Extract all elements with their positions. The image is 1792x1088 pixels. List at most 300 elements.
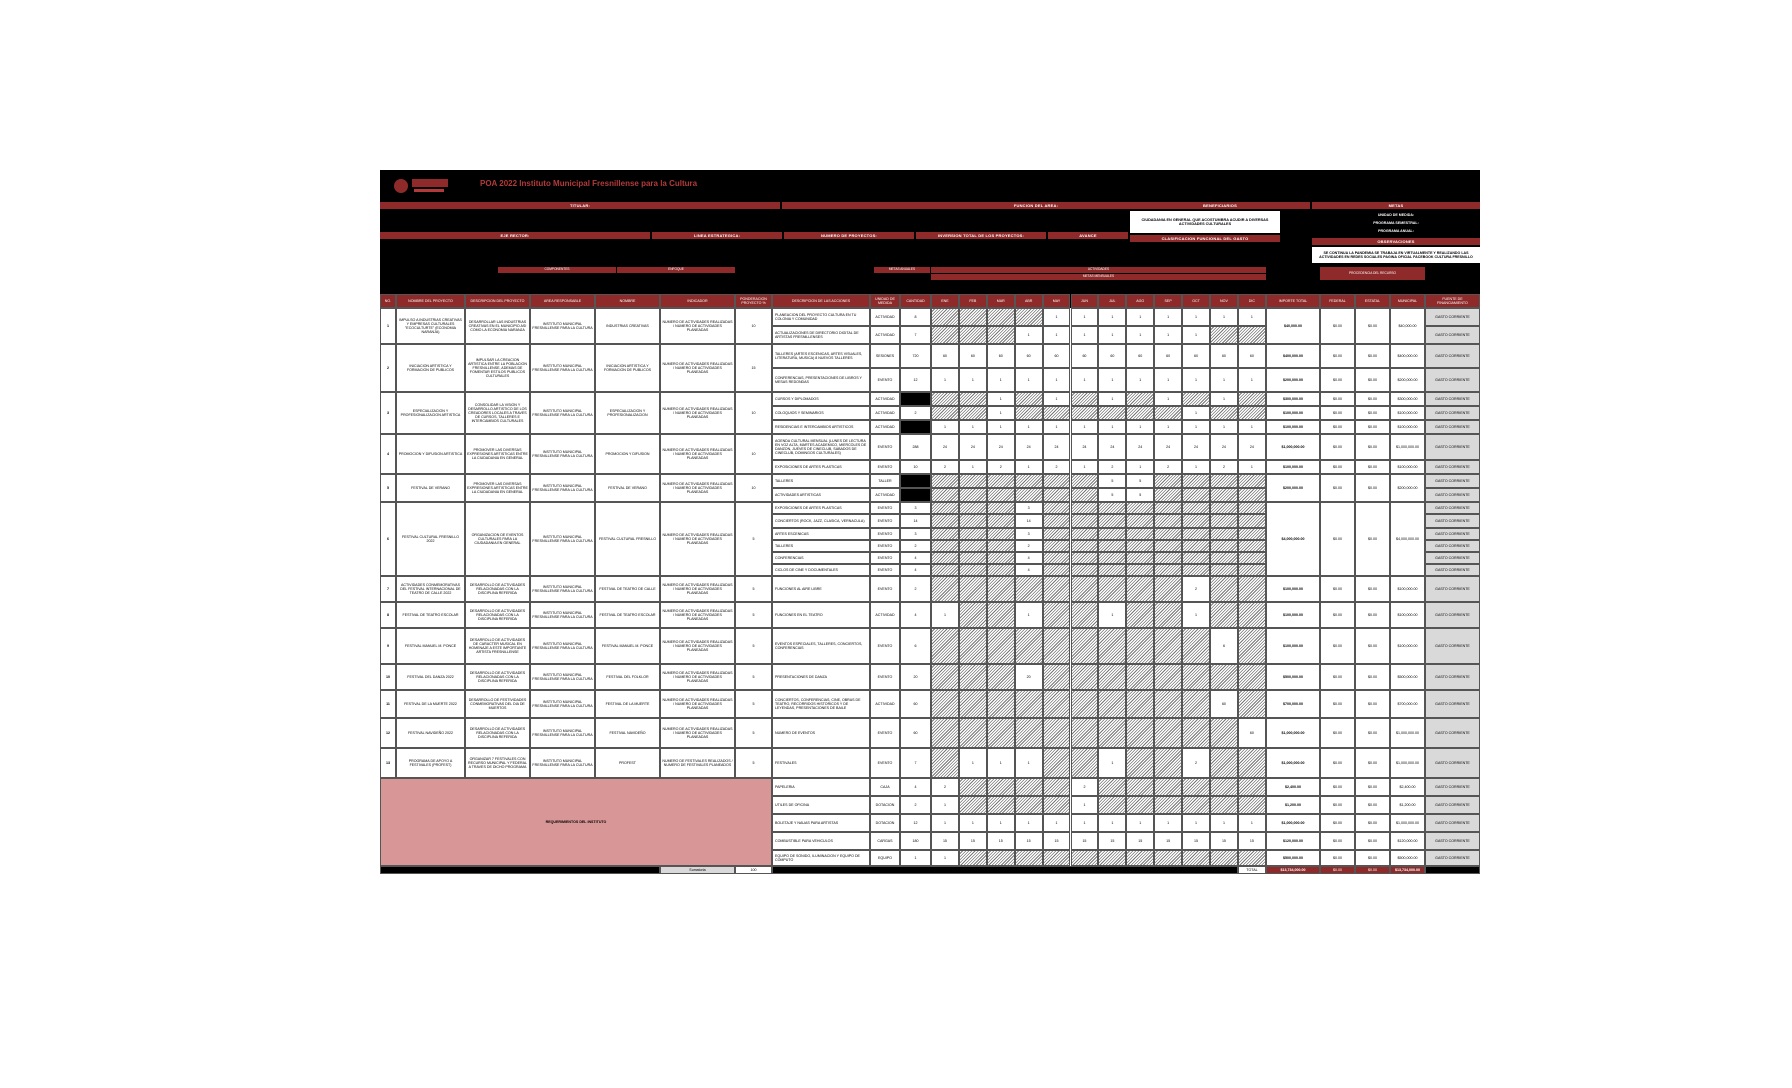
month-value: [1071, 628, 1099, 664]
project-focus: FESTIVAL DEL FOLKLOR: [595, 664, 660, 690]
activity-unit: EVENTO: [870, 514, 900, 528]
month-value: 1: [1098, 308, 1126, 326]
column-header-month: ABR: [1015, 294, 1043, 308]
project-focus: FESTIVAL CULTURAL FRESNILLO: [595, 502, 660, 576]
column-header-importe: IMPORTE TOTAL: [1266, 294, 1320, 308]
project-focus: FESTIVAL DE TEATRO DE CALLE: [595, 576, 660, 602]
funding-source: GASTO CORRIENTE: [1425, 748, 1480, 778]
month-value: [1126, 664, 1154, 690]
activity-description: EVENTOS ESPECIALES, TALLERES, CONCIERTOS, CONFERENCIAS: [772, 628, 870, 664]
amount-total: $40,000.00: [1266, 308, 1320, 344]
month-value: [959, 664, 987, 690]
month-value: 1: [959, 748, 987, 778]
activity-quantity: 2: [900, 576, 931, 602]
project-indicator: NUMERO DE ACTIVIDADES REALIZADAS / NUMERO DE ACTIVIDADES PLANEADAS: [660, 502, 735, 576]
amount-total: $100,000.00: [1266, 406, 1320, 420]
activity-description: CURSOS Y DIPLOMADOS: [772, 392, 870, 406]
month-value: 60: [959, 344, 987, 368]
month-value: 60: [1238, 718, 1266, 748]
month-value: [1154, 406, 1182, 420]
funding-source: GASTO CORRIENTE: [1425, 368, 1480, 392]
month-value: [959, 778, 987, 796]
column-header-month: MAR: [987, 294, 1015, 308]
month-value: [1043, 528, 1071, 540]
project-name: FESTIVAL NAVIDEÑO 2022: [396, 718, 465, 748]
amount-total: $700,000.00: [1266, 690, 1320, 718]
month-value: 1: [1126, 368, 1154, 392]
project-area: INSTITUTO MUNICIPAL FRESNILLENSE PARA LA CULTURA: [530, 474, 595, 502]
project-weight: 10: [735, 434, 772, 474]
project-number: 11: [380, 690, 396, 718]
month-value: 1: [1015, 420, 1043, 434]
month-value: 1: [931, 814, 959, 832]
project-name: FESTIVAL DE VERANO: [396, 474, 465, 502]
amount-total: $100,000.00: [1266, 628, 1320, 664]
amount-state: $0.00: [1355, 814, 1390, 832]
activity-quantity: 7: [900, 748, 931, 778]
month-value: [987, 664, 1015, 690]
month-value: 1: [1015, 326, 1043, 344]
activity-quantity: [900, 392, 931, 406]
month-value: [1182, 528, 1210, 540]
amount-federal: $0.00: [1320, 368, 1355, 392]
month-value: [1210, 748, 1238, 778]
month-value: [1210, 474, 1238, 488]
month-value: [959, 392, 987, 406]
activity-description: FUNCIONES EN EL TEATRO: [772, 602, 870, 628]
month-value: [1043, 690, 1071, 718]
column-header-month: ENE: [931, 294, 959, 308]
activity-unit: EVENTO: [870, 368, 900, 392]
activity-unit: EVENTO: [870, 664, 900, 690]
month-value: 2: [1015, 540, 1043, 552]
procedencia-head: PROCEDENCIA DEL RECURSO: [1320, 267, 1425, 280]
month-value: 24: [1238, 434, 1266, 460]
month-value: 1: [1182, 460, 1210, 474]
project-focus: PROMOCION Y DIFUSION: [595, 434, 660, 474]
activity-quantity: 4: [900, 602, 931, 628]
amount-total: $120,000.00: [1266, 832, 1320, 850]
month-value: [959, 308, 987, 326]
activity-unit: ACTIVIDAD: [870, 406, 900, 420]
project-number: 2: [380, 344, 396, 392]
project-focus: PROFEST: [595, 748, 660, 778]
month-value: [987, 514, 1015, 528]
funding-source: GASTO CORRIENTE: [1425, 326, 1480, 344]
activity-description: BOLETAJE Y NAUAS PARA ARTISTAS: [772, 814, 870, 832]
column-header-area: AREA RESPONSABLE: [530, 294, 595, 308]
month-value: 15: [1210, 832, 1238, 850]
month-value: [959, 718, 987, 748]
month-value: [1071, 576, 1099, 602]
activity-quantity: 10: [900, 460, 931, 474]
amount-total: $1,000,000.00: [1266, 434, 1320, 460]
amount-state: $0.00: [1355, 576, 1390, 602]
funding-source: GASTO CORRIENTE: [1425, 564, 1480, 576]
month-value: [1126, 628, 1154, 664]
project-area: INSTITUTO MUNICIPAL FRESNILLENSE PARA LA CULTURA: [530, 434, 595, 474]
month-value: 1: [1182, 308, 1210, 326]
month-value: [931, 540, 959, 552]
month-value: [1238, 778, 1266, 796]
linea-label: LINEA ESTRATEGICA:: [652, 232, 782, 239]
funding-source: GASTO CORRIENTE: [1425, 392, 1480, 406]
project-name: INICIACION ARTISTICA Y FORMACION DE PUBLICOS: [396, 344, 465, 392]
month-value: 1: [1098, 326, 1126, 344]
month-value: 2: [931, 778, 959, 796]
month-value: [1098, 576, 1126, 602]
month-value: [1238, 628, 1266, 664]
month-value: [987, 628, 1015, 664]
month-value: [1210, 796, 1238, 814]
activity-unit: ACTIVIDAD: [870, 392, 900, 406]
month-value: 1: [1182, 368, 1210, 392]
month-value: [959, 474, 987, 488]
month-value: 14: [1015, 514, 1043, 528]
month-value: [1154, 602, 1182, 628]
month-value: 1: [1154, 326, 1182, 344]
month-value: [1182, 552, 1210, 564]
month-value: [931, 576, 959, 602]
month-value: 1: [1154, 814, 1182, 832]
month-value: 24: [1182, 434, 1210, 460]
project-number: 13: [380, 748, 396, 778]
activity-quantity: 14: [900, 514, 931, 528]
document-title: POA 2022 Instituto Municipal Fresnillense para la Cultura: [480, 179, 698, 188]
month-value: [987, 602, 1015, 628]
amount-total: $500,000.00: [1266, 664, 1320, 690]
month-value: [1154, 748, 1182, 778]
month-value: 1: [1182, 814, 1210, 832]
project-indicator: NUMERO DE ACTIVIDADES REALIZADAS / NUMERO DE ACTIVIDADES PLANEADAS: [660, 718, 735, 748]
amount-municipal: $40,000.00: [1390, 308, 1425, 344]
month-value: [1043, 748, 1071, 778]
month-value: 1: [1126, 308, 1154, 326]
funcion-label: FUNCION DEL AREA:: [782, 202, 1290, 209]
project-number: 7: [380, 576, 396, 602]
month-value: [1238, 326, 1266, 344]
month-value: [1043, 502, 1071, 514]
month-value: [1015, 576, 1043, 602]
month-value: 15: [987, 832, 1015, 850]
amount-state: $0.00: [1355, 748, 1390, 778]
project-name: FESTIVAL DE TEATRO ESCOLAR: [396, 602, 465, 628]
month-value: 5: [1098, 474, 1126, 488]
amount-total: $1,000,000.00: [1266, 718, 1320, 748]
activity-quantity: 7: [900, 326, 931, 344]
amount-municipal: $700,000.00: [1390, 690, 1425, 718]
month-value: [1210, 514, 1238, 528]
month-value: [1098, 502, 1126, 514]
amount-federal: $0.00: [1320, 460, 1355, 474]
month-value: 15: [959, 832, 987, 850]
month-value: [1238, 406, 1266, 420]
project-focus: INICIACION ARTISTICA Y FORMACION DE PUBLICOS: [595, 344, 660, 392]
month-value: [959, 406, 987, 420]
project-number: 6: [380, 502, 396, 576]
month-value: [1238, 748, 1266, 778]
project-weight: 5: [735, 664, 772, 690]
amount-municipal: $500,000.00: [1390, 664, 1425, 690]
month-value: [959, 690, 987, 718]
month-value: [987, 474, 1015, 488]
month-value: 1: [1154, 308, 1182, 326]
month-value: [931, 392, 959, 406]
month-value: 1: [959, 814, 987, 832]
month-value: [1071, 474, 1099, 488]
column-header-month: JUN: [1071, 294, 1099, 308]
month-value: [1238, 502, 1266, 514]
amount-federal: $0.00: [1320, 690, 1355, 718]
month-value: [1098, 564, 1126, 576]
month-value: [1098, 406, 1126, 420]
funding-source: GASTO CORRIENTE: [1425, 420, 1480, 434]
activity-unit: ACTIVIDAD: [870, 420, 900, 434]
month-value: [1238, 540, 1266, 552]
poa-sheet: [380, 170, 1480, 920]
month-value: 60: [1210, 344, 1238, 368]
month-value: [1210, 718, 1238, 748]
month-value: [987, 778, 1015, 796]
month-value: [1126, 576, 1154, 602]
activity-quantity: 60: [900, 690, 931, 718]
month-value: [1015, 392, 1043, 406]
requerimientos-block: REQUERIMIENTOS DEL INSTITUTO: [380, 778, 772, 866]
project-weight: 5: [735, 690, 772, 718]
month-value: [931, 502, 959, 514]
project-area: INSTITUTO MUNICIPAL FRESNILLENSE PARA LA CULTURA: [530, 748, 595, 778]
column-header-month: AGO: [1126, 294, 1154, 308]
amount-state: $0.00: [1355, 850, 1390, 866]
activity-quantity: 4: [900, 552, 931, 564]
project-area: INSTITUTO MUNICIPAL FRESNILLENSE PARA LA CULTURA: [530, 664, 595, 690]
month-value: 1: [1210, 368, 1238, 392]
month-value: 2: [1154, 460, 1182, 474]
month-value: [987, 850, 1015, 866]
amount-federal: $0.00: [1320, 308, 1355, 344]
project-number: 8: [380, 602, 396, 628]
activity-description: FUNCIONES AL AIRE LIBRE: [772, 576, 870, 602]
amount-state: $0.00: [1355, 420, 1390, 434]
activity-quantity: 2: [900, 540, 931, 552]
month-value: [931, 528, 959, 540]
activity-quantity: 8: [900, 308, 931, 326]
amount-municipal: $100,000.00: [1390, 420, 1425, 434]
month-value: [1238, 564, 1266, 576]
amount-total: $400,000.00: [1266, 344, 1320, 368]
activity-unit: EVENTO: [870, 434, 900, 460]
footer-blank: [772, 866, 1238, 874]
month-value: 1: [931, 368, 959, 392]
amount-municipal: $200,000.00: [1390, 474, 1425, 502]
project-name: FESTIVAL CULTURAL FRESNILLO 2022: [396, 502, 465, 576]
activity-quantity: 6: [900, 628, 931, 664]
project-description: DESARROLLAR LAS INDUSTRIAS CREATIVAS EN EL MUNICIPIO ASI COMO LA ECONOMIA NARANJA: [465, 308, 530, 344]
month-value: [1182, 474, 1210, 488]
amount-total: $2,400.00: [1266, 778, 1320, 796]
month-value: 1: [1098, 748, 1126, 778]
month-value: 3: [1015, 528, 1043, 540]
month-value: [1182, 392, 1210, 406]
amount-total: $300,000.00: [1266, 392, 1320, 406]
month-value: 1: [1015, 368, 1043, 392]
month-value: [959, 850, 987, 866]
avance-label: AVANCE: [1048, 232, 1128, 239]
month-value: [1126, 514, 1154, 528]
project-indicator: NUMERO DE FESTIVALES REALIZADOS / NUMERO DE FESTIVALES PLANEADOS: [660, 748, 735, 778]
month-value: [1182, 502, 1210, 514]
project-description: DESARROLLO DE FESTIVIDADES CONMEMORATIVAS DEL DIA DE MUERTOS: [465, 690, 530, 718]
month-value: [931, 564, 959, 576]
funding-source: GASTO CORRIENTE: [1425, 850, 1480, 866]
amount-municipal: $1,000,000.00: [1390, 814, 1425, 832]
amount-federal: $0.00: [1320, 392, 1355, 406]
activity-unit: EVENTO: [870, 552, 900, 564]
anual-label: PROGRAMA ANUAL:: [1378, 228, 1414, 233]
amount-municipal: $2,400.00: [1390, 778, 1425, 796]
month-value: [1210, 502, 1238, 514]
funding-source: GASTO CORRIENTE: [1425, 664, 1480, 690]
month-value: [1098, 796, 1126, 814]
month-value: [931, 326, 959, 344]
month-value: [1126, 850, 1154, 866]
funding-source: GASTO CORRIENTE: [1425, 488, 1480, 502]
activity-quantity: 3: [900, 502, 931, 514]
month-value: 60: [1154, 344, 1182, 368]
month-value: 1: [1098, 814, 1126, 832]
funding-source: GASTO CORRIENTE: [1425, 628, 1480, 664]
amount-federal: $0.00: [1320, 796, 1355, 814]
month-value: [1210, 488, 1238, 502]
project-focus: ESPECIALIZACION Y PROFESIONALIZACION: [595, 392, 660, 434]
month-value: [1210, 664, 1238, 690]
month-value: [987, 564, 1015, 576]
amount-municipal: $120,000.00: [1390, 832, 1425, 850]
project-name: PROGRAMA DE APOYO A FESTIVALES (PROFEST): [396, 748, 465, 778]
month-value: [1015, 474, 1043, 488]
amount-municipal: $100,000.00: [1390, 628, 1425, 664]
month-value: [1154, 664, 1182, 690]
month-value: [1126, 552, 1154, 564]
column-header-month: JUL: [1098, 294, 1126, 308]
activity-unit: CARGAS: [870, 832, 900, 850]
month-value: [1071, 540, 1099, 552]
month-value: 1: [1182, 420, 1210, 434]
month-value: [1071, 514, 1099, 528]
activity-quantity: 720: [900, 344, 931, 368]
month-value: [1238, 850, 1266, 866]
month-value: [1238, 474, 1266, 488]
month-value: [1126, 406, 1154, 420]
month-value: [959, 540, 987, 552]
month-value: 1: [1126, 814, 1154, 832]
activity-quantity: [900, 474, 931, 488]
month-value: 1: [959, 420, 987, 434]
month-value: [959, 628, 987, 664]
activity-quantity: 2: [900, 796, 931, 814]
amount-federal: $0.00: [1320, 850, 1355, 866]
activity-unit: EVENTO: [870, 540, 900, 552]
activity-description: EQUIPO DE SONIDO, ILUMINACION Y EQUIPO DE COMPUTO: [772, 850, 870, 866]
month-value: [1071, 690, 1099, 718]
project-description: ORGANIZACION DE EVENTOS CULTURALES PARA LA CIUDADANIA EN GENERAL: [465, 502, 530, 576]
project-weight: 5: [735, 502, 772, 576]
month-value: 1: [1071, 420, 1099, 434]
column-header-nombre-enfoque: NOMBRE: [595, 294, 660, 308]
project-focus: FESTIVAL MANUEL M. PONCE: [595, 628, 660, 664]
activity-description: ARTES ESCENICAS: [772, 528, 870, 540]
month-value: [1154, 540, 1182, 552]
month-value: [1043, 514, 1071, 528]
month-value: 1: [1071, 796, 1099, 814]
month-value: 15: [1238, 832, 1266, 850]
month-value: [1015, 406, 1043, 420]
month-value: [1238, 552, 1266, 564]
month-value: [931, 628, 959, 664]
month-value: 1: [1154, 368, 1182, 392]
activity-quantity: 4: [900, 564, 931, 576]
month-value: [1238, 664, 1266, 690]
month-value: [1043, 474, 1071, 488]
funding-source: GASTO CORRIENTE: [1425, 690, 1480, 718]
footer-blank: [1425, 866, 1480, 874]
month-value: [1182, 690, 1210, 718]
month-value: 1: [987, 814, 1015, 832]
poa-table: [380, 296, 1480, 920]
month-value: 15: [1071, 832, 1099, 850]
month-value: [1182, 488, 1210, 502]
month-value: 1: [1043, 326, 1071, 344]
month-value: [987, 552, 1015, 564]
month-value: [1126, 778, 1154, 796]
project-description: DESARROLLO DE ACTIVIDADES RELACIONADAS CON LA DISCIPLINA REFERIDA: [465, 576, 530, 602]
amount-total: $4,000,000.00: [1266, 502, 1320, 576]
amount-total: $1,000,000.00: [1266, 814, 1320, 832]
amount-federal: $0.00: [1320, 718, 1355, 748]
amount-total: $100,000.00: [1266, 460, 1320, 474]
amount-municipal: $100,000.00: [1390, 406, 1425, 420]
amount-total: $1,000,000.00: [1266, 748, 1320, 778]
month-value: [959, 514, 987, 528]
activity-quantity: [900, 488, 931, 502]
month-value: [1154, 552, 1182, 564]
column-header-indicador: INDICADOR: [660, 294, 735, 308]
month-value: [1015, 488, 1043, 502]
month-value: [1126, 690, 1154, 718]
month-value: 2: [1182, 748, 1210, 778]
month-value: [1071, 392, 1099, 406]
total-federal: $0.00: [1320, 866, 1355, 874]
project-number: 5: [380, 474, 396, 502]
month-value: 2: [931, 460, 959, 474]
project-description: DESARROLLO DE ACTIVIDADES RELACIONADAS CON LA DISCIPLINA REFERIDA: [465, 602, 530, 628]
month-value: 24: [1126, 434, 1154, 460]
month-value: [1043, 540, 1071, 552]
amount-municipal: $500,000.00: [1390, 850, 1425, 866]
month-value: [1126, 748, 1154, 778]
project-area: INSTITUTO MUNICIPAL FRESNILLENSE PARA LA CULTURA: [530, 602, 595, 628]
activity-unit: EVENTO: [870, 628, 900, 664]
month-value: [1015, 718, 1043, 748]
month-value: 1: [1015, 748, 1043, 778]
amount-total: $1,200.00: [1266, 796, 1320, 814]
activity-quantity: 20: [900, 664, 931, 690]
month-value: 60: [1182, 344, 1210, 368]
month-value: [1098, 528, 1126, 540]
month-value: [987, 718, 1015, 748]
activity-description: UTILES DE OFICINA: [772, 796, 870, 814]
project-weight: 10: [735, 392, 772, 434]
